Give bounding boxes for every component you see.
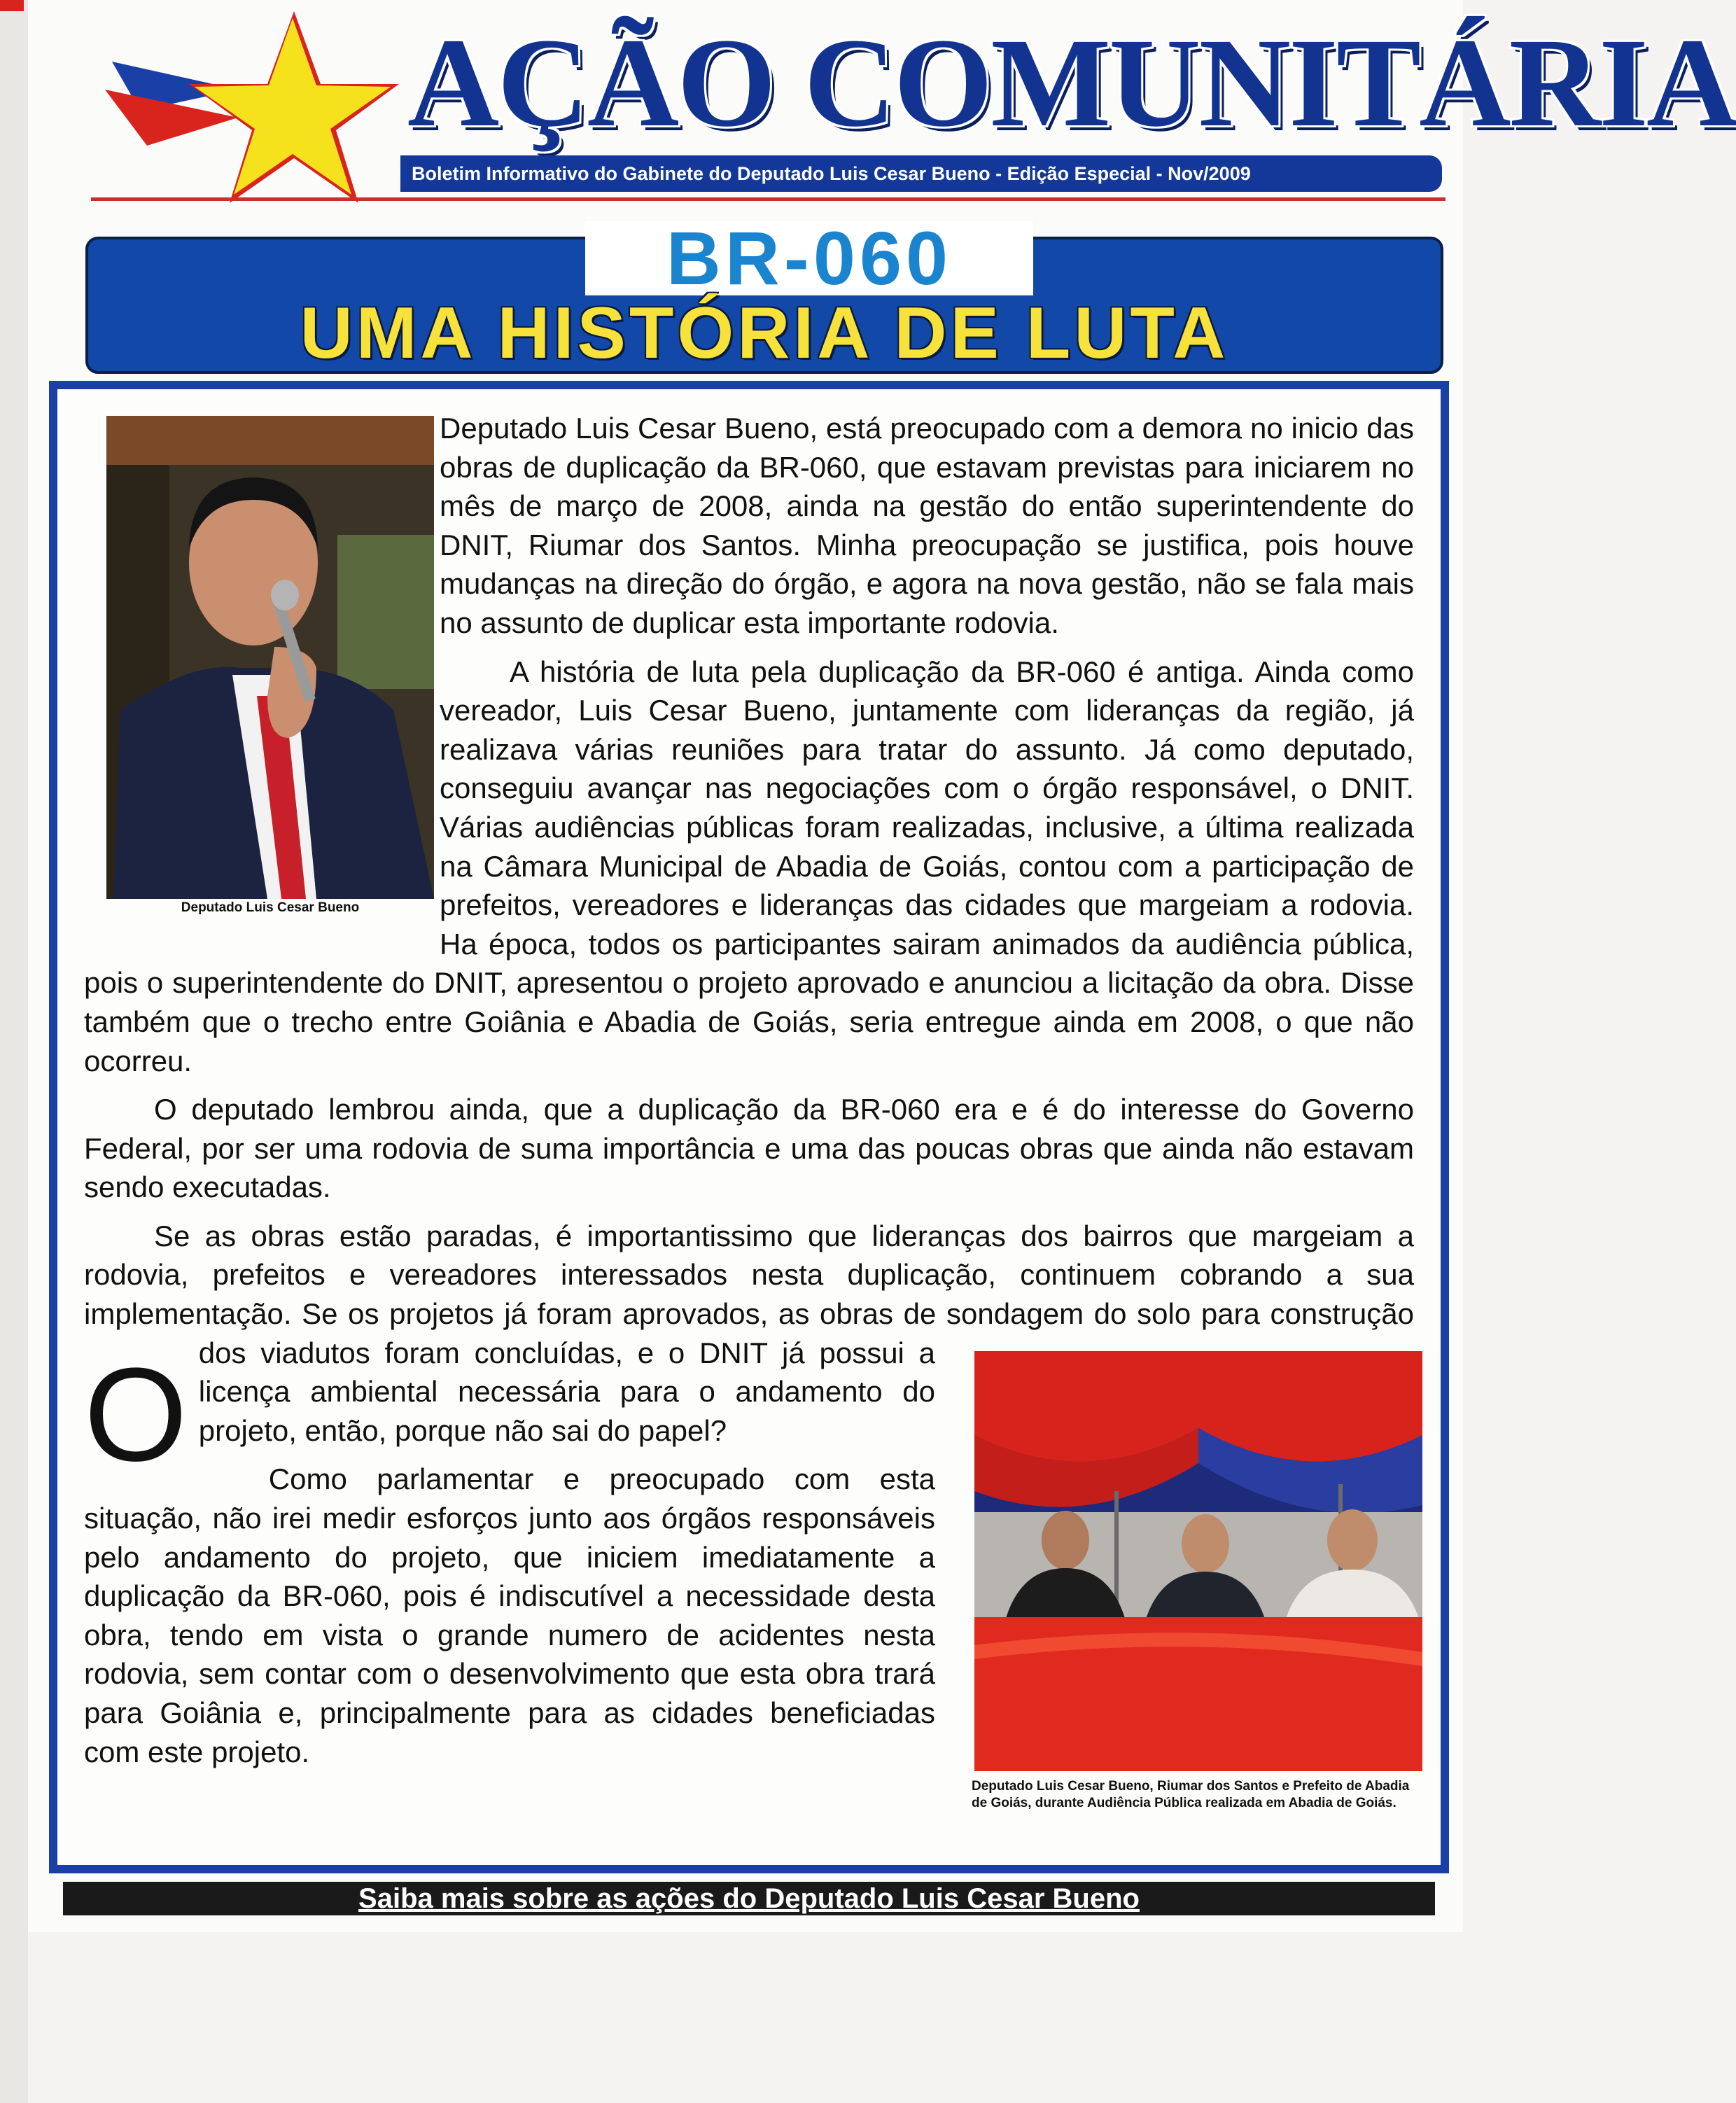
page-margin (0, 0, 28, 2103)
article-frame-bottom (49, 1865, 1449, 1873)
article-paragraph-1: O Deputado Luis Cesar Bueno, está preocupado com a demora no inicio das obras de duplicação da BR-060, que estavam previstas para iniciarem no mês de março de 2008, ainda na gestão do então superintendente do DNIT, Riumar dos Santos. Minha preocupação se justifica, pois houve mudanças na direção do órgão, e agora na nova gestão, não se fala mais no assunto de duplicar esta importante rodovia. (84, 412, 1414, 1489)
masthead-rule (91, 197, 1446, 201)
headline-title: UMA HISTÓRIA DE LUTA (300, 293, 1229, 374)
article-paragraph-2: A história de luta pela duplicação da BR-060 é antiga. Ainda como vereador, Luis Cesar Bueno, juntamente com lideranças da região, já realizava várias reuniões para tratar do assunto. Já como deputado, conseguiu avançar nas negociações com o órgão responsável, o DNIT. Várias audiências públicas foram realizadas, inclusive, a última realizada na Câmara Municipal de Abadia de Goiás, contou com a participação de prefeitos, vereadores e lideranças das cidades que margeiam a rodovia. Ha época, todos os participantes sairam animados da audiência pública, pois o superintendente do DNIT, apresentou o projeto aprovado e anunciou a licitação da obra. Disse também que o trecho entre Goiânia e Abadia de Goiás, seria entregue ainda em 2008, o que não ocorreu. (84, 655, 1414, 1077)
footer-banner: Saiba mais sobre as ações do Deputado Luis Cesar Bueno (63, 1882, 1435, 1915)
dropcap: O (84, 1341, 188, 1489)
article-paragraph-5: Como parlamentar e preocupado com esta situação, não irei medir esforços junto aos órgãos responsáveis pelo andamento do projeto, que iniciem imediatamente a duplicação da BR-060, pois é indiscutível a necessidade desta obra, tendo em vista o grande numero de acidentes nesta rodovia, sem contar com o desenvolvimento que esta obra trará para Goiânia e, principalmente para as cidades beneficiadas com este projeto. (84, 1462, 935, 1768)
edge-mark (0, 0, 24, 11)
photo2-caption: Deputado Luis Cesar Bueno, Riumar dos Santos e Prefeito de Abadia de Goiás, durante Audiência Pública realizada em Abadia de Goiás. (972, 1779, 1410, 1810)
headline-kicker: BR-060 (585, 221, 1033, 295)
masthead-title: AÇÃO COMUNITÁRIA (407, 13, 1736, 153)
masthead-subtitle: Boletim Informativo do Gabinete do Deputado Luis Cesar Bueno - Edição Especial - Nov/2009 (400, 155, 1442, 192)
photo1-caption: Deputado Luis Cesar Bueno (181, 900, 360, 915)
article-paragraph-3: O deputado lembrou ainda, que a duplicação da BR-060 era e é do interesse do Governo Federal, por ser uma rodovia de suma importância e uma das poucas obras que ainda não estavam sendo executadas. (84, 1093, 1414, 1204)
deputy-portrait-photo (106, 416, 434, 899)
public-hearing-photo (974, 1351, 1422, 1771)
article-paragraph-4: Se as obras estão paradas, é importantissimo que lideranças dos bairros que margeiam a rodovia, prefeitos e vereadores interessados nesta duplicação, continuem cobrando a sua implementação. Se os projetos já foram aprovados, as obras de sondagem do solo para construção dos viadutos foram concluídas, e o DNIT já possui a licença ambiental necessária para o andamento do projeto, então, porque não sai do papel? (84, 1219, 1414, 1447)
